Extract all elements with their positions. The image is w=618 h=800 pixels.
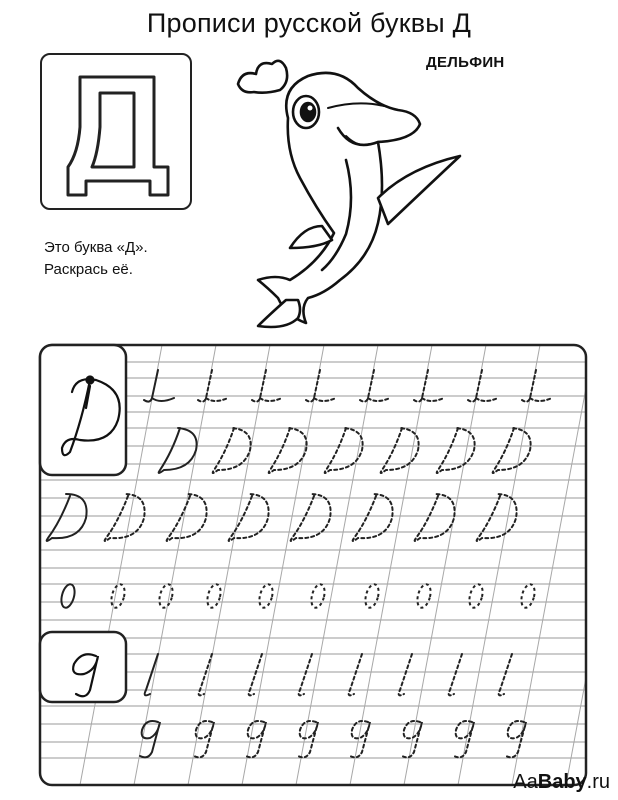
site-watermark: AaBaby.ru bbox=[513, 771, 610, 793]
page-title: Прописи русской буквы Д bbox=[146, 8, 472, 38]
row-6-letters bbox=[140, 721, 526, 757]
word-label: ДЕЛЬФИН bbox=[426, 54, 505, 71]
row-4-ovals bbox=[59, 583, 537, 609]
sample-box-lower bbox=[40, 632, 126, 702]
caption-line-1: Это буква «Д». bbox=[44, 239, 148, 256]
row-1-strokes bbox=[144, 370, 552, 402]
row-5-strokes bbox=[145, 654, 512, 695]
caption-line-2: Раскрась её. bbox=[44, 261, 133, 278]
row-3-letters bbox=[47, 494, 517, 541]
row-2-letters bbox=[159, 428, 531, 473]
slant-lines bbox=[80, 345, 618, 785]
